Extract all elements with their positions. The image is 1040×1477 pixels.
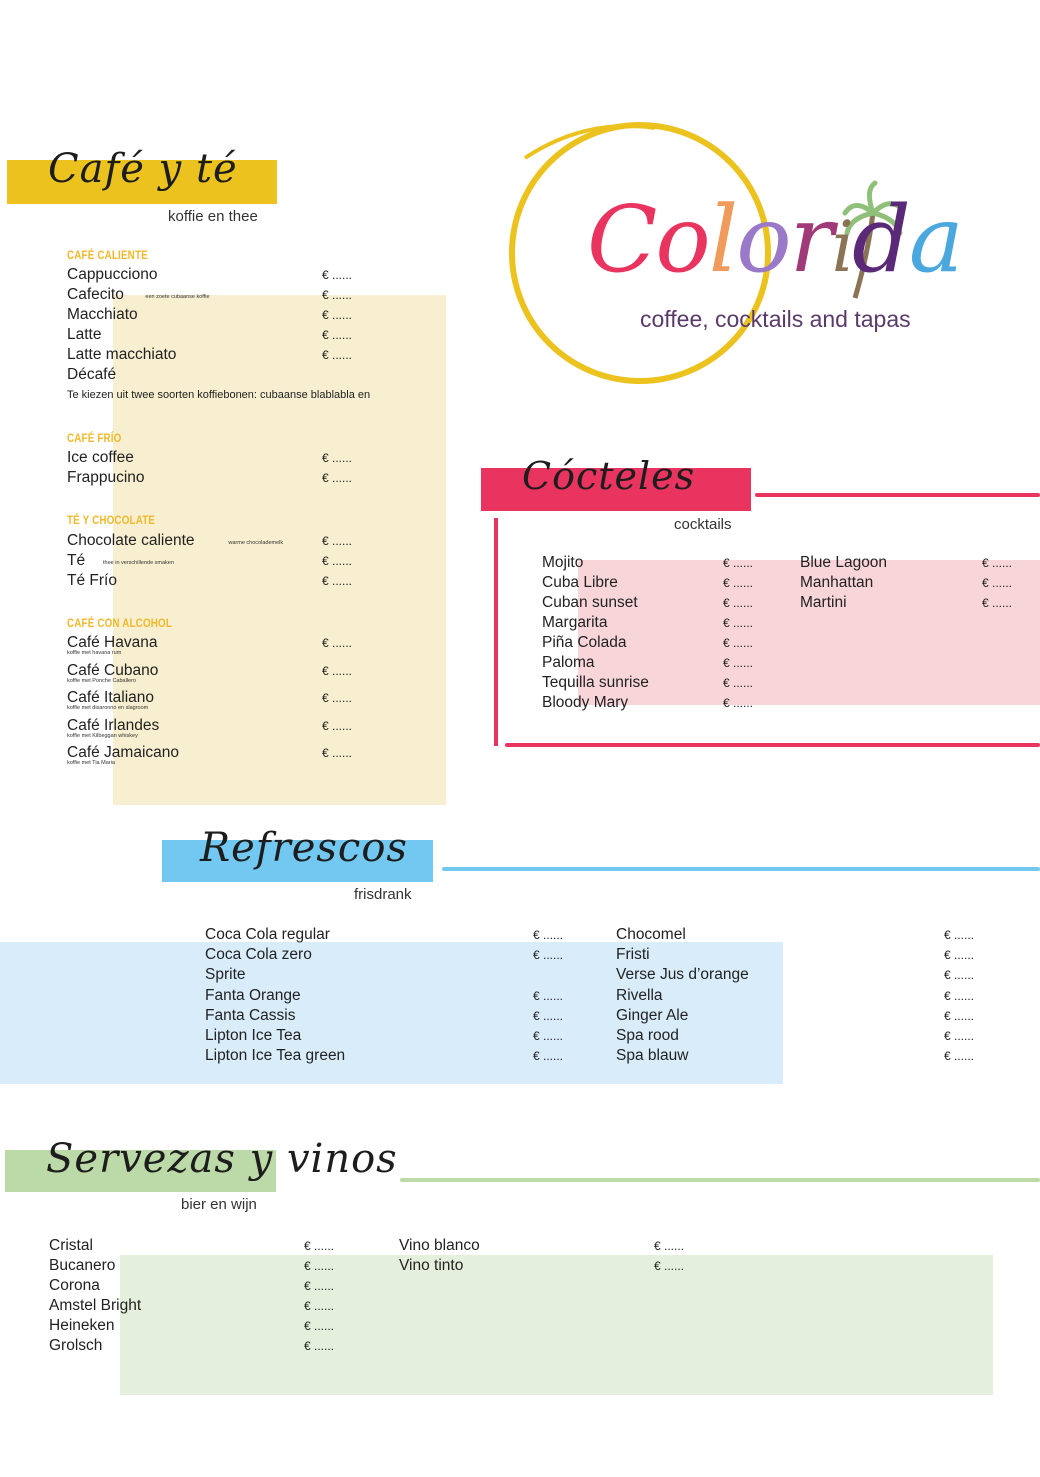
menu-item-price: € ...... [322,534,353,548]
logo-letter-l: l [708,186,737,293]
menu-item-price: € ...... [304,1279,335,1293]
menu-item-name: Piña Colada [542,634,627,651]
logo-letter-i: i [831,206,852,288]
menu-item-price: € ...... [322,574,353,588]
menu-item-name: Café Havana [67,634,158,651]
logo-wordmark [587,186,962,297]
menu-item-price: € ...... [723,576,754,590]
menu-item-price: € ...... [304,1339,335,1353]
menu-item-name: Té [67,552,86,569]
menu-item-name: Tequilla sunrise [542,674,649,691]
menu-item-price: € ...... [533,948,564,963]
menu-item-price: € ...... [533,1049,564,1064]
menu-item-name: Manhattan [800,574,874,591]
menu-item-name: Verse Jus d’orange [616,966,749,984]
menu-item-name: Blue Lagoon [800,554,888,571]
menu-item-name: Coca Cola zero [205,946,312,964]
logo-letter-a: a [908,186,962,293]
menu-item-price: € ...... [944,948,975,963]
logo-letter-c: C [587,186,656,293]
menu-item-price: € ...... [654,1259,685,1273]
menu-item-price: € ...... [944,1049,975,1064]
menu-item-price: € ...... [304,1319,335,1333]
menu-item-price: € ...... [322,308,353,322]
cafe-frio-heading: CAFÉ FRÍO [67,431,122,445]
menu-item-price: € ...... [723,616,754,630]
menu-item-note: warme chocolademelk [228,540,284,546]
menu-item-name: Spa rood [616,1027,679,1044]
cafe-title: Café y té [48,146,238,192]
logo-tagline: coffee, cocktails and tapas [640,306,911,332]
menu-item-name: Fristi [616,946,650,964]
cocteles-frame-bottom [505,743,1040,747]
menu-item-price: € ...... [944,1008,975,1023]
menu-item-price: € ...... [944,968,975,983]
menu-item-price: € ...... [654,1239,685,1253]
menu-item-price: € ...... [322,691,353,705]
menu-item-name: Lipton Ice Tea green [205,1047,346,1065]
menu-item-price: € ...... [322,636,353,650]
menu-item-name: Ice coffee [67,449,134,466]
logo-letter-o2: o [736,186,790,293]
menu-item-price: € ...... [533,1008,564,1023]
menu-item-price: € ...... [322,663,353,678]
menu-item-name: Latte macchiato [67,346,177,363]
menu-item-name: Frappucino [67,469,145,486]
menu-item-price: € ...... [533,1029,564,1043]
menu-item-price: € ...... [944,928,975,942]
menu-item-name: Sprite [205,966,246,984]
refrescos-subtitle: frisdrank [354,886,412,903]
cocteles-subtitle: cocktails [674,516,732,533]
cocteles-frame-top [755,493,1040,497]
menu-item-name: Lipton Ice Tea [205,1027,302,1044]
cafe-chocolate-heading: TÉ Y CHOCOLATE [67,513,156,527]
menu-item-price: € ...... [723,556,754,570]
menu-item-note: koffie met Ponche Caballero [67,677,136,684]
menu-item-name: Martini [800,594,847,611]
menu-item-price: € ...... [322,554,353,568]
menu-item-note: koffie met Kilbeggan whiskey [67,732,138,739]
menu-item-price: € ...... [322,348,353,362]
menu-item-name: Bucanero [49,1257,116,1274]
menu-item-price: € ...... [982,576,1013,590]
menu-item-price: € ...... [322,451,353,465]
menu-item-name: Décafé [67,366,117,383]
menu-item-name: Cappucciono [67,266,158,283]
menu-item-name: Coca Cola regular [205,926,330,943]
servezas-subtitle: bier en wijn [181,1196,257,1213]
menu-item-name: Heineken [49,1317,115,1334]
menu-item-name: Latte [67,326,102,343]
menu-item-price: € ...... [723,676,754,690]
menu-item-name: Corona [49,1277,100,1294]
logo-letter-d: d [852,186,909,293]
menu-item-price: € ...... [723,696,754,710]
menu-item-name: Amstel Bright [49,1297,142,1314]
menu-item-price: € ...... [982,596,1013,610]
menu-item-name: Café Jamaicano [67,744,180,761]
cafe-subtitle: koffie en thee [168,208,258,225]
menu-item-price: € ...... [982,556,1013,570]
cafe-caliente-heading: CAFÉ CALIENTE [67,248,148,262]
servezas-title: Servezas y vinos [46,1136,398,1182]
menu-item-price: € ...... [723,636,754,650]
menu-item-price: € ...... [322,328,353,342]
menu-item-price: € ...... [322,288,353,302]
menu-item-price: € ...... [533,928,564,942]
menu-item-price: € ...... [304,1299,335,1313]
menu-item-name: Rivella [616,986,663,1004]
menu-item-price: € ...... [944,1029,975,1043]
servezas-wash [120,1255,993,1395]
menu-item-name: Bloody Mary [542,694,629,711]
menu-item-name: Chocomel [616,926,686,943]
menu-item-price: € ...... [304,1259,335,1273]
menu-item-price: € ...... [322,718,353,733]
menu-item-name: Spa blauw [616,1047,689,1065]
cafe-alcohol-heading: CAFÉ CON ALCOHOL [67,616,173,630]
menu-item-price: € ...... [533,988,564,1003]
menu-item-name: Cuban sunset [542,594,638,611]
menu-item-note: koffie met disaronno en slagroom [67,705,149,711]
menu-item-name: Té Frío [67,572,117,589]
menu-item-note: koffie met Tia Maria [67,760,115,766]
menu-item-price: € ...... [723,656,754,670]
menu-item-name: Café Italiano [67,689,155,706]
menu-item-price: € ...... [322,268,353,282]
menu-item-name: Mojito [542,554,584,571]
menu-item-name: Fanta Orange [205,986,301,1004]
menu-item-note: thee in verschillende smaken [103,560,174,566]
menu-item-name: Fanta Cassis [205,1006,296,1024]
menu-item-name: Paloma [542,654,595,671]
menu-item-name: Vino blanco [399,1237,480,1254]
menu-item-name: Cuba Libre [542,574,618,591]
menu-item-price: € ...... [304,1239,335,1253]
menu-item-name: Café Irlandes [67,716,160,734]
menu-item-price: € ...... [322,746,353,760]
menu-item-name: Cristal [49,1237,93,1254]
menu-item-name: Margarita [542,614,608,631]
menu-item-price: € ...... [944,988,975,1003]
menu-item-name: Café Cubano [67,661,159,679]
menu-item-note: koffie met havana rum [67,650,122,656]
cocteles-frame-left [494,518,498,746]
menu-item-name: Vino tinto [399,1257,464,1274]
menu-item-name: Grolsch [49,1337,103,1354]
refrescos-rule [442,867,1040,871]
cafe-remark: Te kiezen uit twee soorten koffiebonen: cubaanse blablabla en [67,389,371,401]
menu-item-name: Ginger Ale [616,1006,689,1024]
menu-item-price: € ...... [322,471,353,485]
menu-item-name: Cafecito [67,286,124,303]
logo [495,118,995,398]
refrescos-title: Refrescos [200,825,408,871]
servezas-rule [400,1178,1040,1182]
menu-item-price: € ...... [723,596,754,610]
logo-letter-r: r [789,186,832,293]
menu-item-note: een zoete cubaanse koffie [145,294,210,300]
cocteles-title: Cócteles [522,454,696,498]
logo-letter-o: o [655,186,709,293]
menu-item-name: Chocolate caliente [67,532,195,549]
menu-item-name: Macchiato [67,306,138,323]
